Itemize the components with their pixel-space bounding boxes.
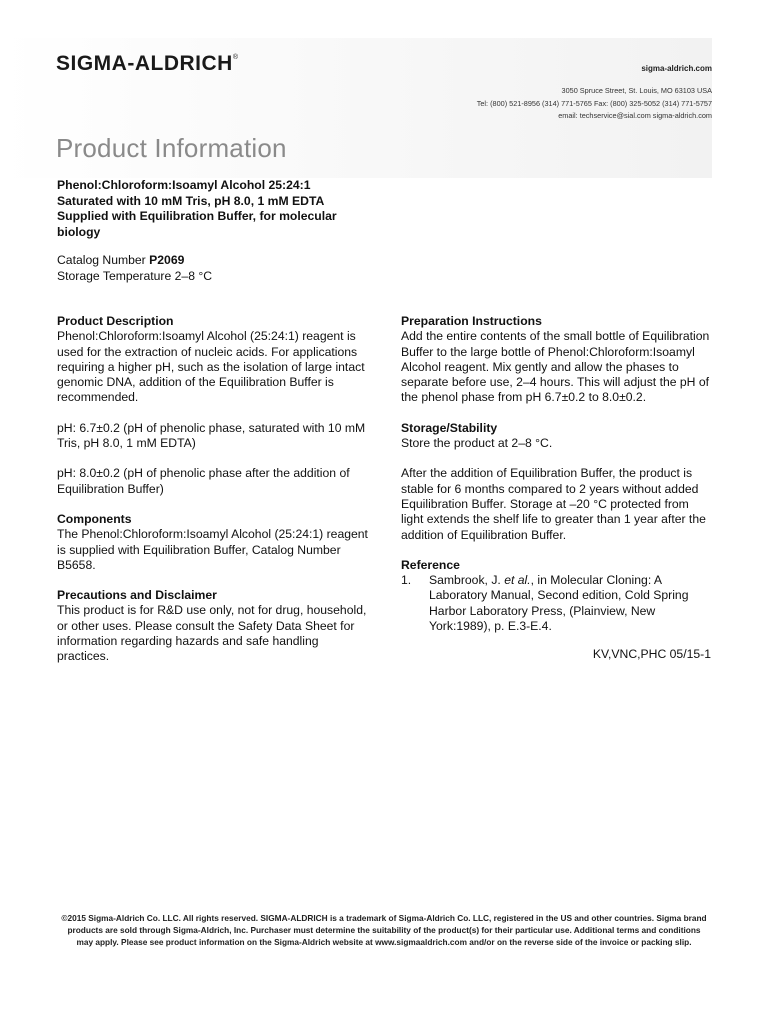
storage-paragraph: After the addition of Equilibration Buffer, the product is stable for 6 months compared to 2 years without added Equilibration Buffer. Storage at –20 °C protected from light extends the shelf life to greater than 1 year after the addition of Equilibration Buffer.: [401, 466, 706, 542]
reference-text: [429, 573, 711, 634]
reference-number: 1.: [401, 573, 412, 588]
storage-temperature: Storage Temperature 2–8 °C: [57, 268, 213, 283]
website-link[interactable]: sigma-aldrich.com: [641, 64, 712, 73]
product-name-line: Supplied with Equilibration Buffer, for molecular: [57, 209, 337, 223]
email[interactable]: email: techservice@sial.com sigma-aldrich.com: [558, 111, 712, 121]
left-column: [57, 314, 369, 680]
reference-heading: Reference: [401, 557, 460, 572]
description-paragraph: pH: 8.0±0.2 (pH of phenolic phase after the addition of Equilibration Buffer): [57, 466, 350, 496]
page-title: Product Information: [56, 133, 287, 163]
components-heading: Components: [57, 511, 132, 526]
catalog-number: [57, 253, 212, 269]
product-name: [57, 178, 377, 240]
catalog-label: Catalog Number: [57, 253, 150, 267]
components-body: The Phenol:Chloroform:Isoamyl Alcohol (25:24:1) reagent is supplied with Equilibration Buffer, Catalog Number B5658.: [57, 527, 368, 572]
storage-heading: Storage/Stability: [401, 420, 498, 435]
preparation-body: Add the entire contents of the small bottle of Equilibration Buffer to the large bottle of Phenol:Chloroform:Isoamyl Alcohol reagent. Mix gently and allow the phases to separate before use, 2–4 hours. This will adjust the pH of the phenol phase from pH 6.7±0.2 to 8.0±0.2.: [401, 329, 710, 405]
storage-paragraph: Store the product at 2–8 °C.: [401, 436, 553, 451]
description-paragraph: pH: 6.7±0.2 (pH of phenolic phase, saturated with 10 mM Tris, pH 8.0, 1 mM EDTA): [57, 420, 366, 451]
reference-etal: et al.: [504, 573, 531, 588]
product-name-line: Phenol:Chloroform:Isoamyl Alcohol 25:24:1: [57, 178, 311, 192]
product-name-line: Saturated with 10 mM Tris, pH 8.0, 1 mM EDTA: [57, 193, 325, 208]
address: 3050 Spruce Street, St. Louis, MO 63103 USA: [561, 86, 712, 95]
reference-item: [401, 573, 711, 634]
copyright-footer: ©2015 Sigma-Aldrich Co. LLC. All rights reserved. SIGMA-ALDRICH is a trademark of Sigma-Aldrich Co. LLC, registered in the US and other countries. Sigma brand products are sold through Sigma-Aldrich, Inc. Purchaser must determine the suitability of the product(s) for their particular use. Additional terms and conditions may apply. Please see product information on the Sigma-Aldrich website at www.sigmaaldrich.com and/or on the reverse side of the invoice or packing slip.: [61, 913, 707, 947]
precautions-body: This product is for R&D use only, not for drug, household, or other uses. Please consult the Safety Data Sheet for information regarding hazards and safe handling practices.: [57, 603, 367, 664]
reference-list: [401, 573, 711, 634]
contact-block: [352, 85, 712, 123]
reference-citation: , in Molecular Cloning: A Laboratory Manual, Second edition, Cold Spring Harbor Laboratory Press, (Plainview, New York:1989), p. E.3-E.4.: [429, 573, 689, 634]
revision-code: KV,VNC,PHC 05/15-1: [592, 647, 711, 662]
preparation-heading: Preparation Instructions: [401, 314, 542, 328]
description-heading: Product Description: [57, 314, 174, 328]
registered-mark: ®: [232, 54, 239, 61]
precautions-heading: Precautions and Disclaimer: [57, 588, 217, 603]
logo-text: SIGMA-ALDRICH: [56, 52, 233, 75]
company-logo: [56, 52, 239, 76]
page-header: [0, 0, 768, 180]
catalog-value: P2069: [149, 253, 185, 267]
description-paragraph: Phenol:Chloroform:Isoamyl Alcohol (25:24:1) reagent is used for the extraction of nucleic acids. For applications requiring a higher pH, such as the isolation of large intact genomic DNA, addition of the Equilibration Buffer is recommended.: [57, 329, 365, 405]
right-column: [401, 314, 711, 663]
reference-author: Sambrook, J.: [429, 573, 505, 588]
product-meta: [57, 253, 212, 284]
phone-fax: Tel: (800) 521-8956 (314) 771-5765 Fax: (800) 325-5052 (314) 771-5757: [476, 98, 712, 108]
product-name-line: biology: [57, 224, 101, 239]
